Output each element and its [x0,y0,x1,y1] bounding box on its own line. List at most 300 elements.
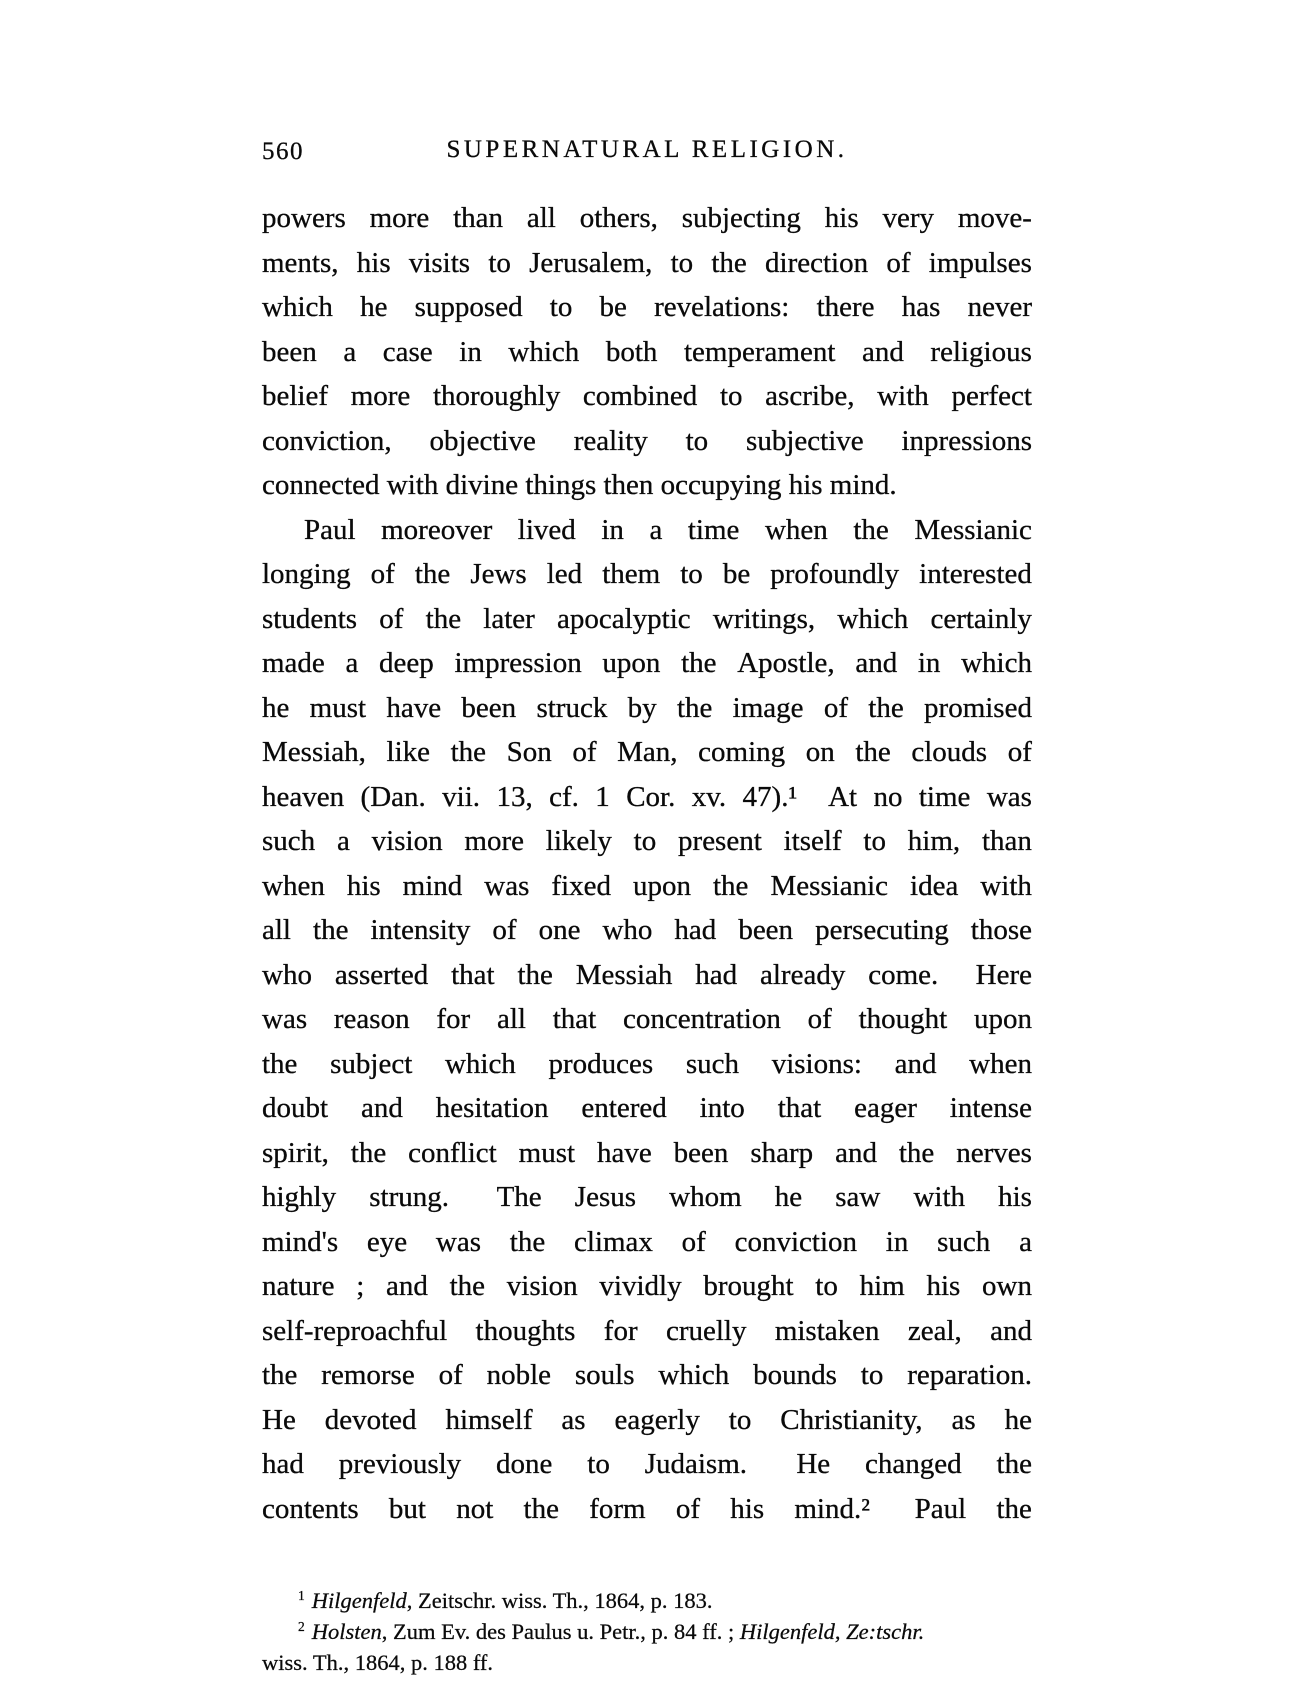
word: own [982,1270,1032,1302]
word: Son [506,736,552,768]
word: the [853,513,889,546]
body-line [262,953,1032,998]
word: Messiah [575,958,673,991]
word: was [262,1003,308,1035]
body-line: connected with divine things then occupying his mind. [262,469,897,501]
word: that [451,958,495,991]
footnote-author: Holsten [311,1619,382,1644]
word: vividly [599,1270,682,1302]
word: powers [262,202,346,234]
body-line [262,997,1032,1042]
word: eagerly [614,1403,700,1436]
word: changed [865,1448,962,1480]
word: belief [262,380,329,412]
word: thoroughly [432,380,561,412]
word: the [523,1492,559,1525]
word: he [1004,1403,1032,1436]
word: more [369,202,430,234]
word: Messiah, [262,736,366,768]
word: objective [429,424,536,457]
word: which [837,602,909,635]
footnotes [262,1585,1054,1678]
word: conviction, [262,424,392,457]
word: done [496,1448,553,1480]
body-line [262,1309,1032,1354]
word: to [633,825,657,857]
word: moreover [381,513,493,546]
word: Here [975,958,1032,991]
word: of [823,691,848,724]
word: the [414,558,451,590]
word: of [1007,736,1032,768]
word: and [990,1314,1032,1347]
word: produces [548,1047,654,1080]
word: He [796,1448,831,1480]
word: perfect [951,380,1032,412]
word: and [386,1270,428,1302]
word: a [345,647,359,679]
word: intense [949,1092,1032,1124]
word: mistaken [774,1314,880,1347]
word: had [695,958,738,991]
word: have [386,691,442,724]
text-column [262,196,1032,1531]
word: both [605,335,658,368]
word: was [484,869,530,902]
word: his [926,1270,961,1302]
word: impulses [928,246,1032,279]
word: the [313,914,349,946]
word: spirit, [262,1136,329,1169]
word: 1 [595,780,610,813]
word: remorse [321,1359,415,1391]
word: upon [974,1003,1032,1035]
word: of [807,1003,832,1035]
body-line [262,508,1032,553]
word: no [873,780,903,813]
word: the [996,1492,1032,1525]
word: ascribe, [765,380,855,412]
body-line [262,730,1032,775]
word: which [961,647,1032,679]
word: the [262,1047,298,1080]
body-line [262,1487,1032,1532]
body-line [262,1398,1032,1443]
word: itself [783,825,842,857]
word: of [681,1225,706,1258]
word: which [508,335,580,368]
word: one [538,914,581,946]
word: his [356,246,391,279]
word: a [1019,1225,1032,1258]
word: to [728,1403,752,1436]
page-header [262,136,1032,168]
word: the [898,1136,935,1169]
word: of [886,246,911,279]
word: nerves [956,1136,1032,1169]
word: the [713,869,749,902]
body-line [262,775,1032,820]
word: he [774,1181,803,1213]
word: fixed [551,869,611,902]
word: to [815,1270,838,1302]
body-line [262,196,1032,241]
word: to [685,424,709,457]
word: upon [602,647,661,679]
footnote-text: , Zum Ev. des Paulus u. Petr., p. 84 ff. ; [381,1619,740,1644]
word: by [627,691,657,724]
word: all [526,202,556,234]
word: of [492,914,517,946]
word: and [861,335,904,368]
word: the [450,736,487,768]
footnote-line [262,1647,1054,1678]
word: move- [957,202,1032,234]
word: all [262,914,291,946]
word: when [262,869,325,902]
body-line [262,374,1032,419]
word: was [435,1225,482,1258]
footnote-text: wiss. Th., 1864, p. 188 ff. [262,1650,494,1675]
word: contents [262,1492,359,1525]
word: as [951,1403,976,1436]
word: for [436,1003,471,1035]
word: been [262,335,317,368]
word: which [262,291,333,323]
word: case [382,335,433,368]
word: later [483,602,535,635]
word: subjecting [681,202,801,234]
footnote-text: , Zeitschr. wiss. Th., 1864, p. 183. [406,1588,713,1613]
word: a [336,825,350,857]
word: impression [454,647,582,679]
word: zeal, [907,1314,962,1347]
word: Paul [304,513,356,546]
word: clouds [911,736,988,768]
word: such [937,1225,991,1258]
word: the [711,246,747,279]
word: as [561,1403,586,1436]
word: and [855,647,898,679]
word: to [488,246,511,279]
footnote-marker: 1 [298,1587,305,1603]
word: cf. [549,780,579,813]
word: in [885,1225,909,1258]
word: his [998,1181,1032,1213]
word: must [518,1136,576,1169]
word: idea [910,869,959,902]
word: himself [445,1403,533,1436]
word: reason [333,1003,410,1035]
word: him, [907,825,961,857]
word: asserted [334,958,429,991]
word: led [546,558,583,590]
word: He [262,1403,296,1436]
word: which [444,1047,516,1080]
word: Christianity, [780,1403,923,1436]
word: all [496,1003,526,1035]
body-line [262,1353,1032,1398]
word: heaven [262,780,345,813]
body-line [262,864,1032,909]
word: vision [506,1270,578,1302]
word: a [343,335,357,368]
word: there [816,291,875,323]
word: climax [573,1225,653,1258]
word: 13, [496,780,533,813]
word: the [517,958,553,991]
word: nature [262,1270,335,1302]
word: a [649,513,663,546]
word: his [824,202,859,234]
word: religious [930,335,1032,368]
word: and [835,1136,877,1169]
word: made [262,647,325,679]
word: the [449,1270,486,1302]
word: sharp [750,1136,814,1169]
word: deep [379,647,434,679]
word: the [262,1359,298,1391]
word: The [496,1181,542,1213]
word: must [309,691,367,724]
word: others, [579,202,658,234]
word: the [855,736,891,768]
word: concentration [623,1003,781,1035]
word: his [730,1492,765,1525]
word: he [262,691,290,724]
word: had [674,914,717,946]
word: has [901,291,941,323]
word: present [678,825,762,857]
word: previously [338,1448,462,1480]
word: had [262,1448,304,1480]
word: saw [835,1181,881,1213]
word: likely [545,825,612,857]
word: he [360,291,388,323]
word: Apostle, [737,647,835,679]
word: that [552,1003,597,1035]
word: visions: [771,1047,862,1080]
word: to [549,291,573,323]
word: lived [517,513,576,546]
body-line [262,819,1032,864]
word: the [681,647,717,679]
word: the [868,691,904,724]
word: conviction [734,1225,858,1258]
word: in [459,335,482,368]
word: brought [703,1270,794,1302]
word: into [699,1092,745,1124]
word: in [917,647,941,679]
word: xv. [691,780,727,813]
word: to [587,1448,610,1480]
word: of [379,602,404,635]
word: Judaism. [644,1448,762,1480]
word: in [601,513,624,546]
word: subject [330,1047,413,1080]
word: him [859,1270,905,1302]
body-line [262,1131,1032,1176]
word: Man, [617,736,678,768]
word: to [680,558,703,590]
word: reality [573,424,648,457]
word: the [509,1225,546,1258]
word: with [980,869,1032,902]
word: thoughts [475,1314,576,1347]
word: come. [868,958,953,991]
word: At [828,780,858,813]
word: interested [919,558,1032,590]
word: intensity [370,914,471,946]
footnote-line [262,1616,1054,1647]
word: than [981,825,1032,857]
word: never [967,291,1032,323]
word: supposed [414,291,523,323]
word: entered [581,1092,667,1124]
word: Jesus [574,1181,637,1213]
body-line [262,1264,1032,1309]
word: reparation. [907,1359,1032,1391]
word: his [346,869,381,902]
word: like [386,736,431,768]
word: inpressions [901,424,1032,457]
body-line [262,1442,1032,1487]
body-line [262,285,1032,330]
word: to [860,1359,884,1391]
word: strung. [369,1181,464,1213]
word: Messianic [770,869,889,902]
word: which [658,1359,730,1391]
word: already [760,958,846,991]
word: promised [924,691,1032,724]
word: direction [765,246,869,279]
word: certainly [930,602,1032,635]
word: the [996,1448,1032,1480]
word: vision [371,825,443,857]
word: temperament [684,335,836,368]
word: Cor. [626,780,676,813]
word: students [262,602,358,635]
word: Messianic [914,513,1032,546]
word: upon [633,869,691,902]
word: be [722,558,751,590]
body-line [262,241,1032,286]
word: those [970,914,1032,946]
word: Jews [470,558,527,590]
word: coming [698,736,786,768]
word: vii. [442,780,481,813]
word: of [675,1492,701,1525]
word: eye [366,1225,408,1258]
word: the [350,1136,387,1169]
word: image [732,691,804,724]
word: when [969,1047,1032,1080]
word: been [461,691,517,724]
word: the [676,691,713,724]
running-title: SUPERNATURAL RELIGION. [446,136,848,163]
word: been [738,914,794,946]
word: 47).¹ [742,780,812,813]
word: mind [402,869,463,902]
word: eager [854,1092,917,1124]
word: noble [486,1359,552,1391]
word: time [687,513,740,546]
body-line [262,419,1032,464]
word: bounds [753,1359,837,1391]
word: have [596,1136,652,1169]
word: longing [262,558,351,590]
word: to [719,380,743,412]
page-number: 560 [262,138,304,165]
word: not [456,1492,494,1525]
word: ; [356,1270,365,1302]
word: mind.² [794,1492,885,1525]
word: struck [536,691,608,724]
word: thought [858,1003,948,1035]
word: Paul [914,1492,967,1525]
word: be [599,291,627,323]
word: ments, [262,246,339,279]
word: revelations: [654,291,790,323]
word: when [764,513,828,546]
word: was [986,780,1032,813]
word: who [602,914,653,946]
word: and [894,1047,937,1080]
word: devoted [324,1403,417,1436]
word: souls [574,1359,635,1391]
word: persecuting [815,914,949,946]
body-line [262,552,1032,597]
word: to [670,246,694,279]
word: on [805,736,835,768]
word: (Dan. [360,780,426,813]
word: time [918,780,971,813]
word: them [602,558,661,590]
word: who [262,958,312,991]
word: highly [262,1181,337,1213]
word: doubt [262,1092,329,1124]
word: with [877,380,929,412]
word: very [882,202,935,234]
body-line [262,686,1032,731]
word: more [350,380,411,412]
word: conflict [408,1136,497,1169]
body-line [262,330,1032,375]
word: the [425,602,462,635]
word: such [685,1047,740,1080]
body-line [262,597,1032,642]
footnote-line [262,1585,1054,1616]
word: but [388,1492,426,1525]
word: such [262,825,316,857]
word: with [913,1181,966,1213]
word: mind's [262,1225,339,1258]
word: than [453,202,504,234]
word: of [438,1359,463,1391]
body-line [262,1175,1032,1220]
word: writings, [712,602,816,635]
word: cruelly [665,1314,747,1347]
word: profoundly [770,558,900,590]
word: to [863,825,886,857]
body-line [262,1042,1032,1087]
word: and [360,1092,403,1124]
body-line [262,641,1032,686]
word: of [370,558,395,590]
word: combined [582,380,698,412]
body-line [262,908,1032,953]
word: visits [408,246,471,279]
